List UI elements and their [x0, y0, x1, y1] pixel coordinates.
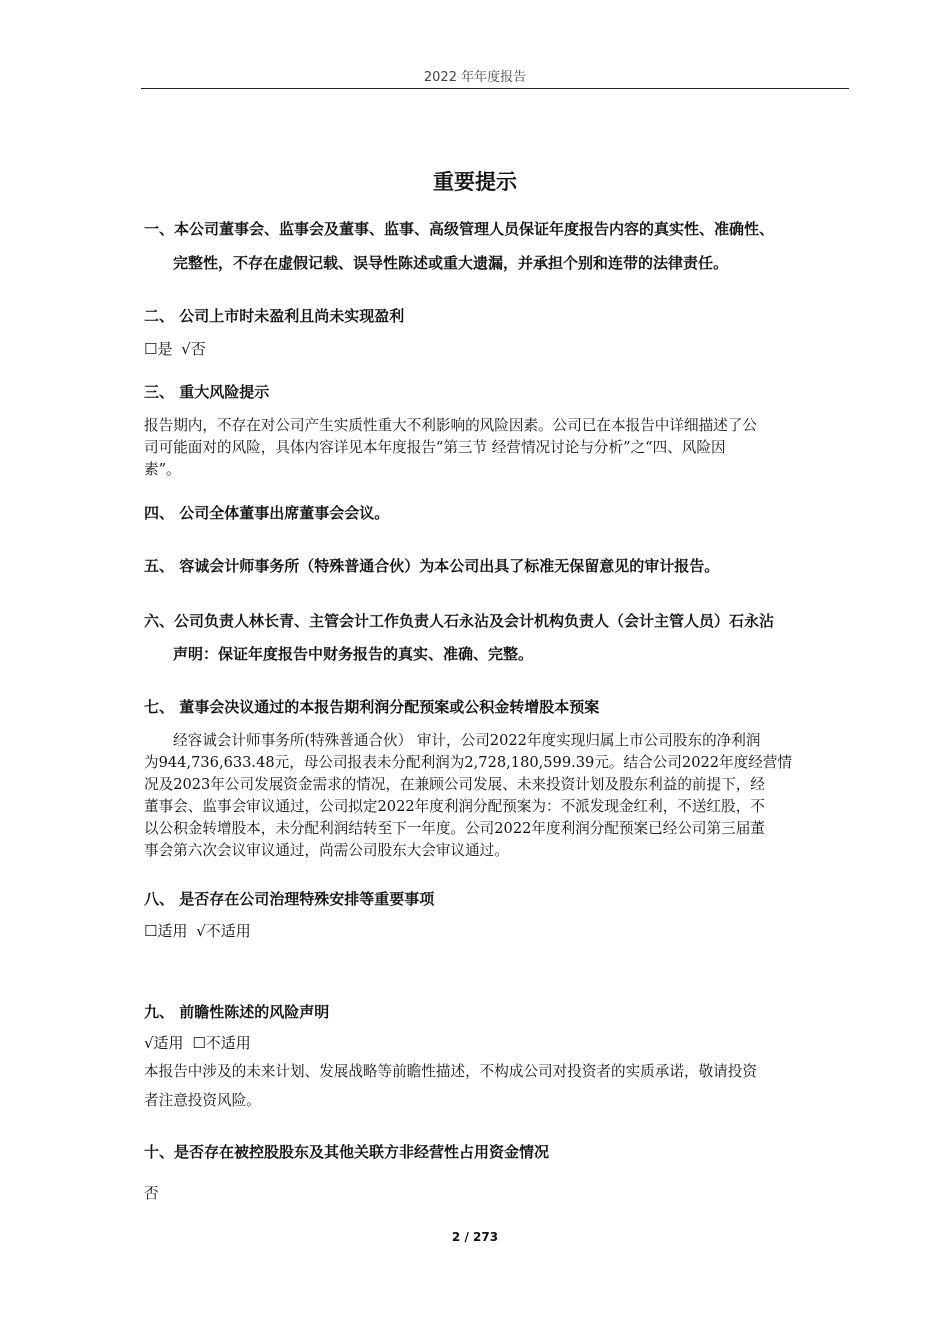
- section-3-line-3: 素”。: [144, 461, 181, 478]
- option-yes: ☐是: [144, 340, 173, 358]
- section-7-line-6: 事会第六次会议审议通过，尚需公司股东大会审议通过。: [144, 842, 509, 859]
- page-title: 重要提示: [433, 170, 517, 194]
- section-6-line-1: 六、公司负责人林长青、主管会计工作负责人石永沾及会计机构负责人（会计主管人员）石永沾: [144, 612, 775, 630]
- section-6-line-2: 声明：保证年度报告中财务报告的真实、准确、完整。: [173, 645, 534, 663]
- section-9-options: [144, 1032, 255, 1053]
- section-3-line-2: 司可能面对的风险，具体内容详见本年度报告“第三节 经营情况讨论与分析”之“四、风险因: [144, 439, 726, 456]
- section-7-line-2: 为944,736,633.48元，母公司报表未分配利润为2,728,180,599.39元。结合公司2022年度经营情: [144, 754, 793, 771]
- section-2-options: [144, 338, 210, 359]
- section-8-options: [144, 920, 255, 941]
- section-4-heading: 四、 公司全体董事出席董事会会议。: [144, 504, 390, 522]
- section-8-heading: 八、 是否存在公司治理特殊安排等重要事项: [144, 890, 435, 908]
- option-not-applicable: ☐不适用: [192, 1034, 251, 1052]
- section-5-heading: 五、 容诚会计师事务所（特殊普通合伙）为本公司出具了标准无保留意见的审计报告。: [144, 557, 720, 575]
- page-number: 2 / 273: [451, 1230, 499, 1244]
- section-7-line-1: 经容诚会计师事务所(特殊普通合伙） 审计，公司2022年度实现归属上市公司股东的净利润: [173, 732, 761, 749]
- section-1-line-2: 完整性，不存在虚假记载、误导性陈述或重大遗漏，并承担个别和连带的法律责任。: [173, 254, 729, 272]
- section-7-line-5: 以公积金转增股本，未分配利润结转至下一年度。公司2022年度利润分配预案已经公司第三届董: [144, 820, 765, 837]
- section-9-line-1: 本报告中涉及的未来计划、发展战略等前瞻性描述，不构成公司对投资者的实质承诺，敬请投资: [144, 1063, 757, 1080]
- section-3-heading: 三、 重大风险提示: [144, 383, 270, 401]
- section-9-line-2: 者注意投资风险。: [144, 1092, 261, 1109]
- section-1-line-1: 一、本公司董事会、监事会及董事、监事、高级管理人员保证年度报告内容的真实性、准确性、: [144, 220, 775, 238]
- page-header: 2022 年年度报告: [423, 70, 527, 85]
- section-10-heading: 十、是否存在被控股股东及其他关联方非经营性占用资金情况: [144, 1143, 550, 1161]
- section-7-line-4: 董事会、监事会审议通过，公司拟定2022年度利润分配预案为：不派发现金红利，不送红股，不: [144, 798, 765, 815]
- section-7-line-3: 况及2023年公司发展资金需求的情况，在兼顾公司发展、未来投资计划及股东利益的前提下，经: [144, 776, 765, 793]
- section-7-heading: 七、 董事会决议通过的本报告期利润分配预案或公积金转增股本预案: [144, 698, 600, 716]
- section-10-answer: 否: [144, 1185, 159, 1202]
- header-divider: [141, 88, 849, 89]
- section-3-line-1: 报告期内，不存在对公司产生实质性重大不利影响的风险因素。公司已在本报告中详细描述了公: [144, 417, 757, 434]
- section-2-heading: 二、 公司上市时未盈利且尚未实现盈利: [144, 307, 405, 325]
- option-not-applicable: √不适用: [196, 922, 251, 940]
- option-no: √否: [181, 340, 206, 358]
- section-9-heading: 九、 前瞻性陈述的风险声明: [144, 1003, 330, 1021]
- option-applicable: ☐适用: [144, 922, 188, 940]
- option-applicable: √适用: [144, 1034, 184, 1052]
